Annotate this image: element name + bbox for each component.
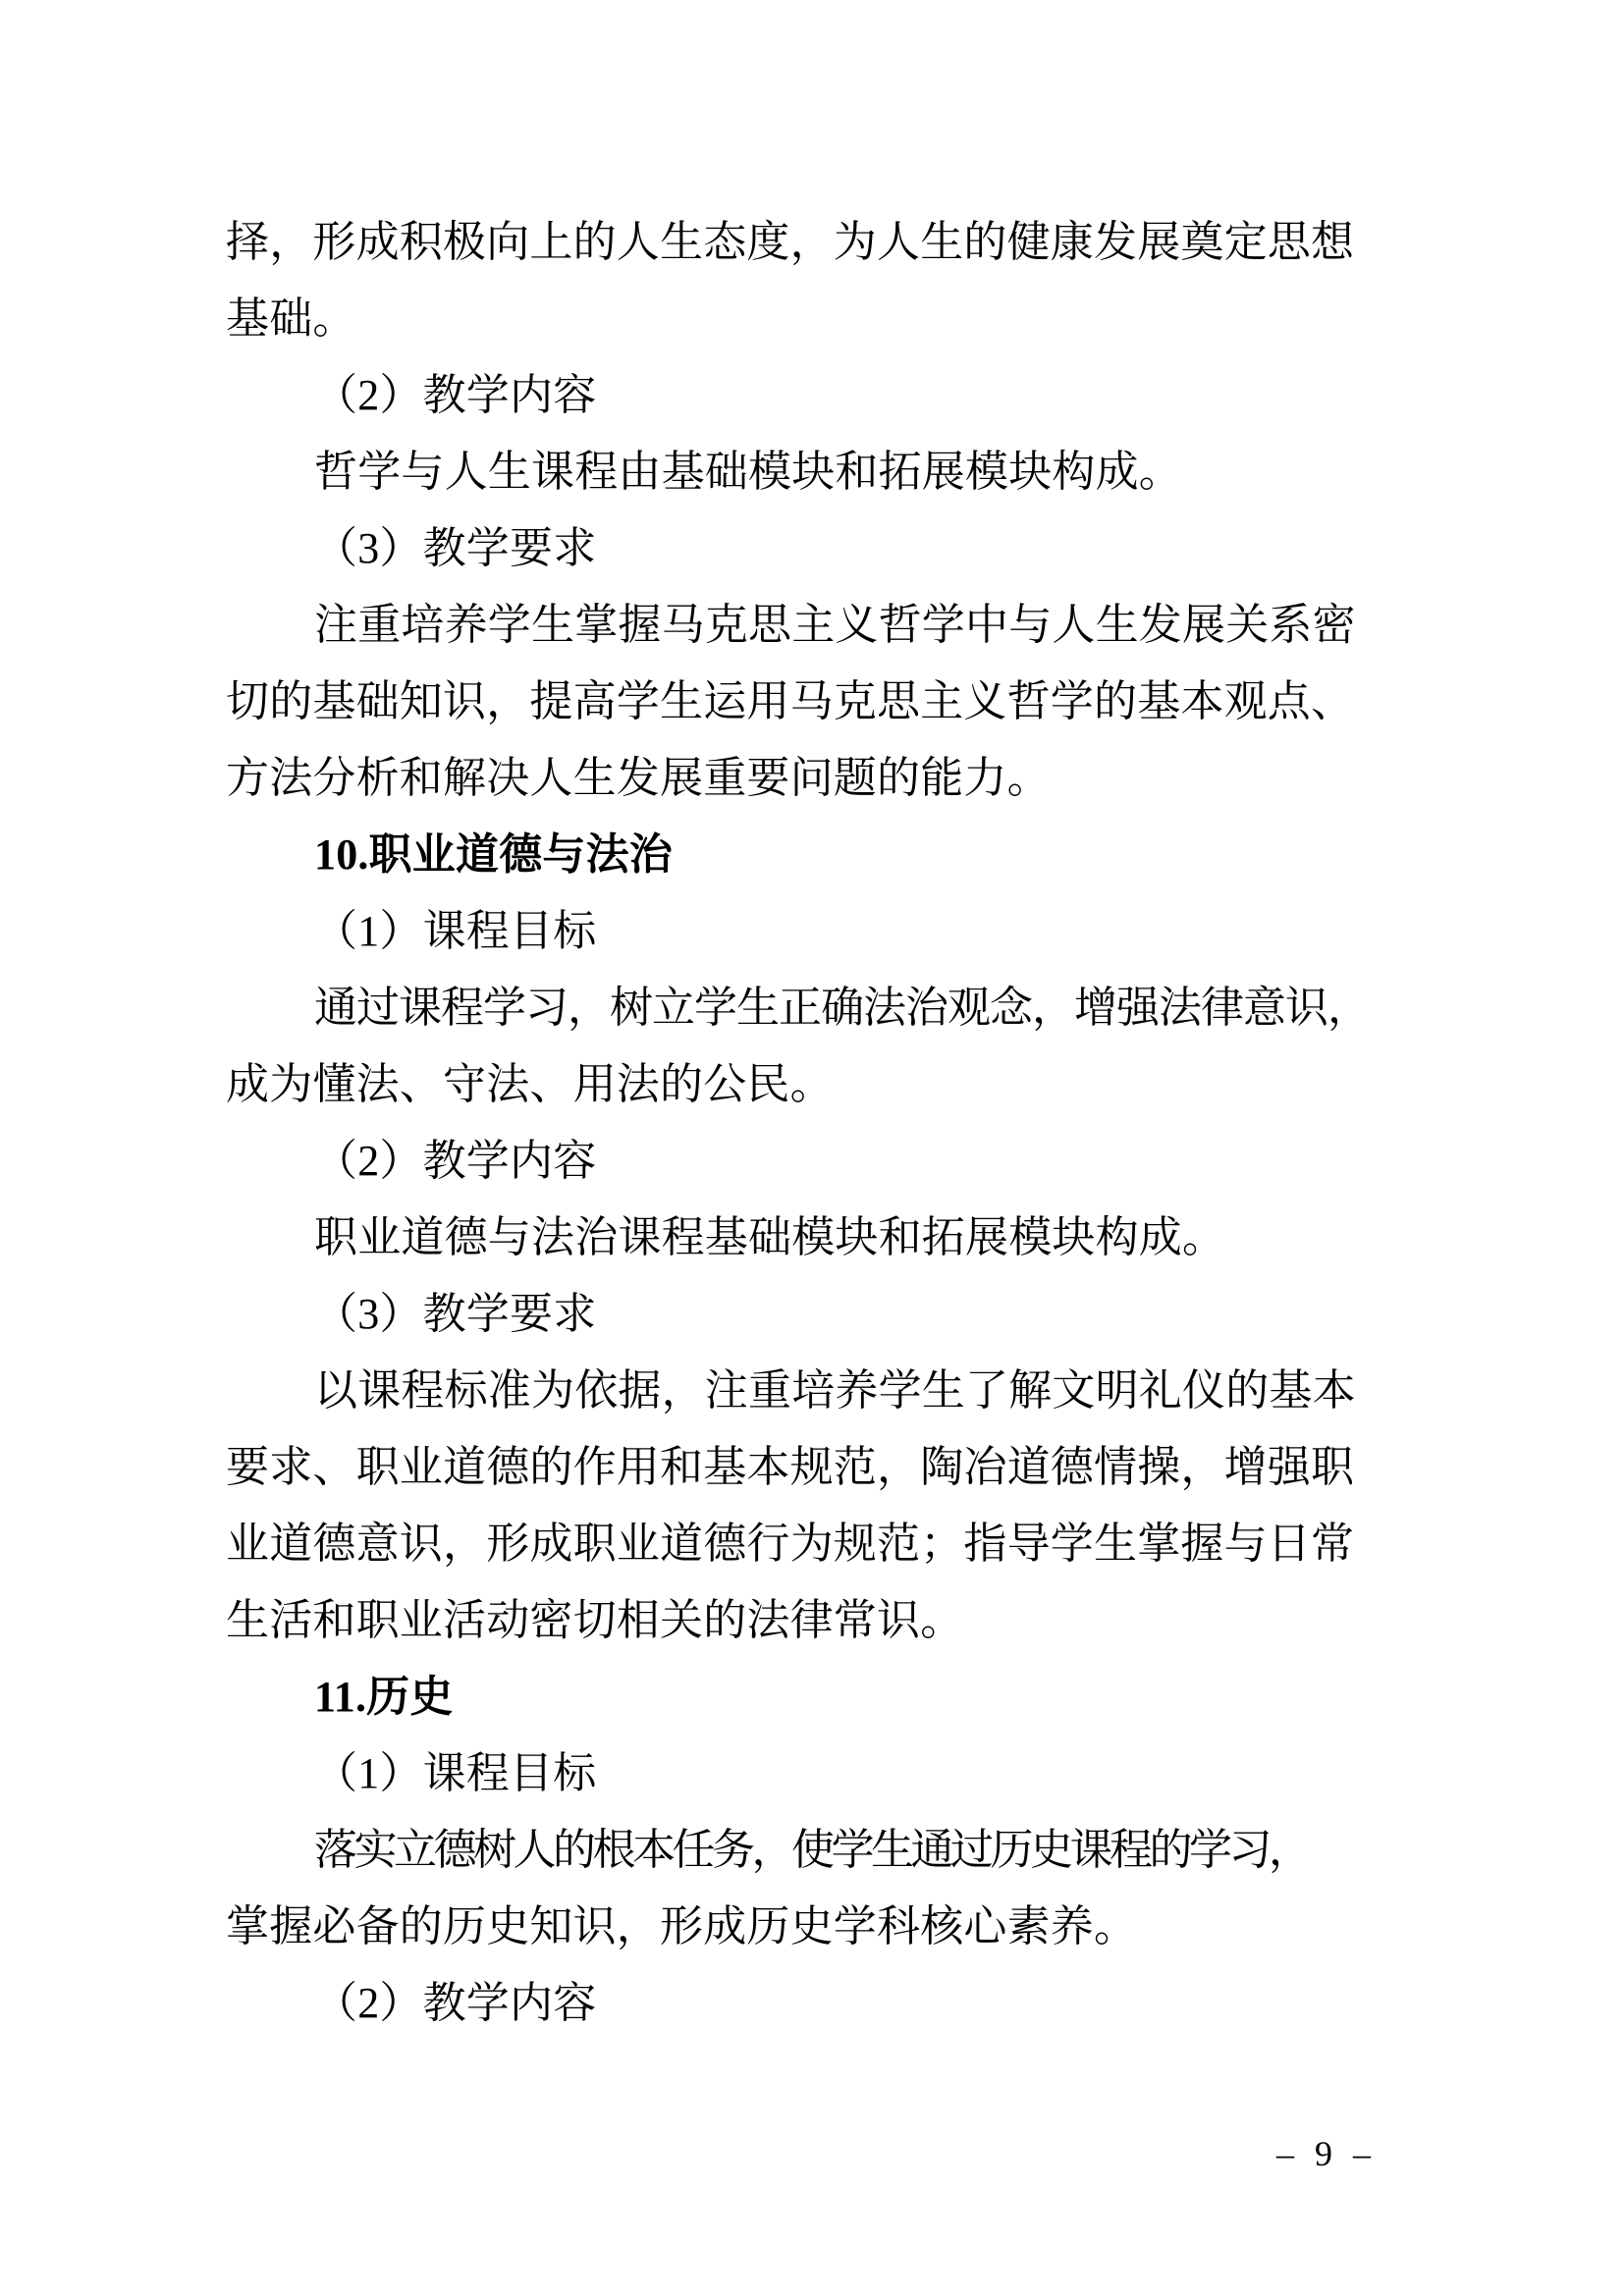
body-text-line: 落实立德树人的根本任务，使学生通过历史课程的学习， (314, 1826, 1309, 1874)
section-heading-11: 11.历史 (314, 1673, 454, 1721)
subsection-label: （2）教学内容 (314, 1979, 597, 2027)
body-text-line: 注重培养学生掌握马克思主义哲学中与人生发展关系密 (314, 601, 1356, 649)
subsection-label: （2）教学内容 (314, 371, 597, 419)
subsection-label: （2）教学内容 (314, 1137, 597, 1185)
subsection-label: （3）教学要求 (314, 524, 597, 572)
page-number: – 9 – (1276, 2134, 1371, 2173)
section-heading-10: 10.职业道德与法治 (314, 830, 673, 879)
body-text-line: 通过课程学习，树立学生正确法治观念，增强法律意识， (314, 984, 1370, 1032)
body-text-line: 切的基础知识，提高学生运用马克思主义哲学的基本观点、 (226, 677, 1355, 725)
subsection-label: （1）课程目标 (314, 907, 597, 955)
body-text-line: 成为懂法、守法、用法的公民。 (226, 1060, 834, 1108)
body-text-line: 要求、职业道德的作用和基本规范，陶冶道德情操，增强职 (226, 1443, 1355, 1491)
subsection-label: （3）教学要求 (314, 1290, 597, 1338)
body-text-line: 方法分析和解决人生发展重要问题的能力。 (226, 754, 1051, 802)
text-column (226, 204, 1394, 2042)
body-text-line: 基础。 (226, 294, 356, 343)
subsection-label: （1）课程目标 (314, 1749, 597, 1797)
body-text-line: 择，形成积极向上的人生态度，为人生的健康发展奠定思想 (226, 218, 1355, 266)
body-text-line: 职业道德与法治课程基础模块和拓展模块构成。 (314, 1213, 1226, 1261)
body-text-line: 以课程标准为依据，注重培养学生了解文明礼仪的基本 (314, 1366, 1356, 1415)
body-text-line: 掌握必备的历史知识，形成历史学科核心素养。 (226, 1902, 1138, 1950)
body-text-line: 生活和职业活动密切相关的法律常识。 (226, 1596, 964, 1644)
body-text-line: 哲学与人生课程由基础模块和拓展模块构成。 (314, 448, 1182, 496)
body-text-line: 业道德意识，形成职业道德行为规范；指导学生掌握与日常 (226, 1520, 1355, 1568)
